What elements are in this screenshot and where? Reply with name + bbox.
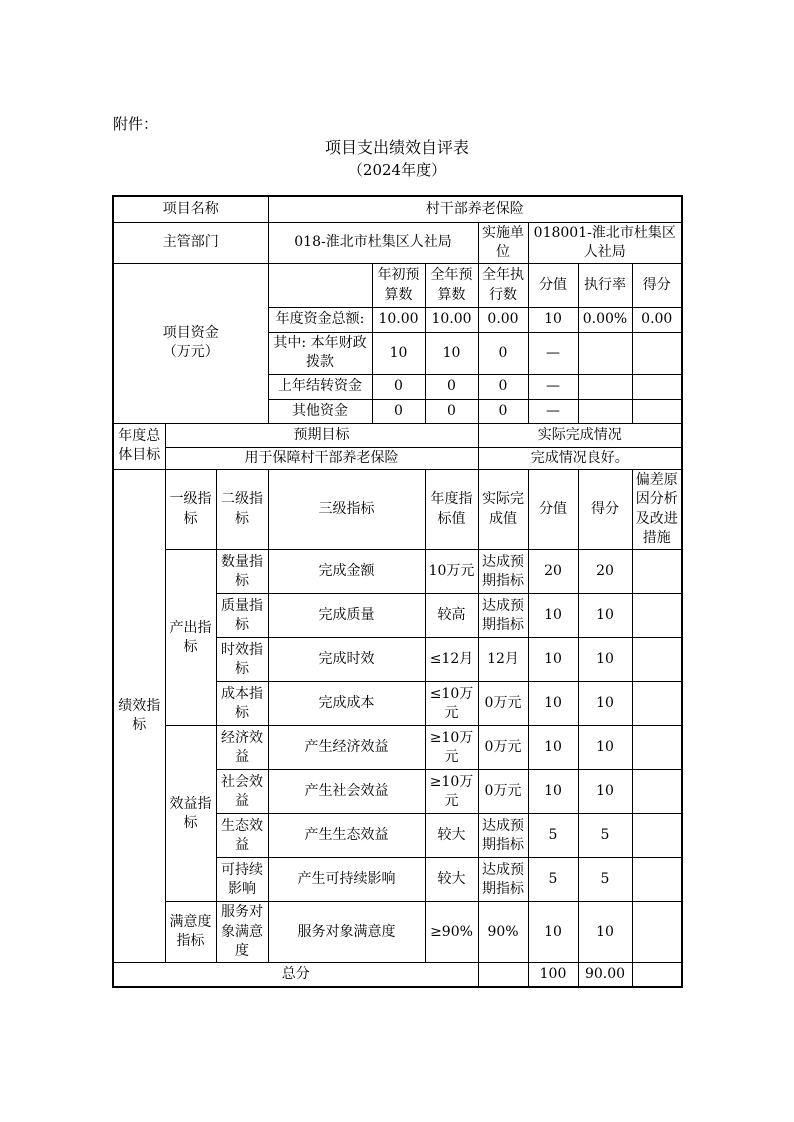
funding-cell: —: [528, 399, 578, 423]
department-label: 主管部门: [113, 222, 268, 264]
funding-cell: [632, 333, 682, 375]
funding-cell: 0: [478, 333, 528, 375]
funding-cell: 10: [528, 308, 578, 333]
indicator-col-header: 一级指标: [165, 470, 216, 550]
annual-goal-label: 年度总体目标: [113, 423, 165, 469]
impl-unit-value: 018001-淮北市杜集区人社局: [528, 222, 682, 264]
evaluation-table: [112, 195, 683, 988]
level2-indicator: 经济效益: [216, 726, 268, 770]
total-score: 100: [528, 963, 578, 987]
level3-indicator: 完成时效: [268, 638, 425, 682]
actual-value: 达成预期指标: [478, 550, 528, 594]
funding-cell: —: [528, 374, 578, 399]
indicator-col-header: 分值: [528, 470, 578, 550]
funding-col-header: 得分: [632, 264, 682, 308]
indicator-col-header: 年度指标值: [425, 470, 478, 550]
target-value: ≥10万元: [425, 770, 478, 814]
indicator-header-row: [113, 470, 682, 550]
target-value: ≥10万元: [425, 726, 478, 770]
funding-empty-corner: [268, 264, 372, 308]
attachment-label: 附件：: [113, 115, 159, 133]
level2-indicator: 生态效益: [216, 814, 268, 858]
actual-value: 0万元: [478, 682, 528, 726]
score-value: 5: [528, 858, 578, 902]
funding-cell: 0: [425, 399, 478, 423]
actual-value: 达成预期指标: [478, 814, 528, 858]
funding-cell: 0: [478, 374, 528, 399]
deviation-cell: [632, 858, 682, 902]
level1-indicator: 效益指标: [165, 726, 216, 902]
funding-cell: 0.00%: [578, 308, 632, 333]
target-value: 较高: [425, 594, 478, 638]
project-name-value: 村干部养老保险: [268, 196, 682, 222]
funding-col-header: 执行率: [578, 264, 632, 308]
actual-result-value: 完成情况良好。: [478, 447, 682, 469]
level3-indicator: 产生生态效益: [268, 814, 425, 858]
target-value: ≤10万元: [425, 682, 478, 726]
funding-cell: [578, 374, 632, 399]
funding-section-label: [113, 264, 268, 424]
gained-value: 20: [578, 550, 632, 594]
funding-cell: 0: [372, 399, 425, 423]
indicator-row: [113, 550, 682, 594]
indicator-col-header: 得分: [578, 470, 632, 550]
actual-value: 0万元: [478, 770, 528, 814]
level3-indicator: 产生社会效益: [268, 770, 425, 814]
gained-value: 10: [578, 638, 632, 682]
score-value: 5: [528, 814, 578, 858]
department-row: [113, 222, 682, 264]
funding-cell: 0: [372, 374, 425, 399]
indicator-row: [113, 726, 682, 770]
target-value: 较大: [425, 814, 478, 858]
deviation-cell: [632, 902, 682, 963]
score-value: 10: [528, 638, 578, 682]
gained-value: 5: [578, 858, 632, 902]
gained-value: 10: [578, 682, 632, 726]
target-value: 10万元: [425, 550, 478, 594]
level3-indicator: 完成质量: [268, 594, 425, 638]
total-label: 总分: [113, 963, 478, 987]
funding-col-header: 全年执行数: [478, 264, 528, 308]
funding-cell: 10.00: [425, 308, 478, 333]
actual-value: 0万元: [478, 726, 528, 770]
deviation-cell: [632, 770, 682, 814]
gained-value: 10: [578, 902, 632, 963]
project-name-row: [113, 196, 682, 222]
target-value: ≤12月: [425, 638, 478, 682]
indicator-col-header: 实际完成值: [478, 470, 528, 550]
actual-value: 12月: [478, 638, 528, 682]
funding-cell: 0: [478, 399, 528, 423]
goal-header-row: [113, 423, 682, 447]
level2-indicator: 质量指标: [216, 594, 268, 638]
funding-header-row: [113, 264, 682, 308]
actual-value: 90%: [478, 902, 528, 963]
impl-unit-label: 实施单位: [478, 222, 528, 264]
funding-cell: [578, 399, 632, 423]
level3-indicator: 产生可持续影响: [268, 858, 425, 902]
score-value: 10: [528, 770, 578, 814]
expected-goal-value: 用于保障村干部养老保险: [165, 447, 478, 469]
actual-result-header: 实际完成情况: [478, 423, 682, 447]
page-subtitle: （2024年度）: [347, 161, 447, 179]
funding-label-line1: 项目资金: [162, 325, 219, 342]
funding-row-label: 其中: 本年财政拨款: [268, 333, 372, 375]
total-actual-empty: [478, 963, 528, 987]
funding-cell: [632, 374, 682, 399]
actual-value: 达成预期指标: [478, 594, 528, 638]
expected-goal-header: 预期目标: [165, 423, 478, 447]
funding-cell: 0.00: [478, 308, 528, 333]
total-deviation-empty: [632, 963, 682, 987]
indicator-section-label: 绩效指标: [113, 470, 165, 963]
score-value: 10: [528, 594, 578, 638]
indicator-col-header: 三级指标: [268, 470, 425, 550]
funding-col-header: 分值: [528, 264, 578, 308]
funding-cell: 0: [425, 374, 478, 399]
total-row: [113, 963, 682, 987]
project-name-label: 项目名称: [113, 196, 268, 222]
indicator-col-header: 二级指标: [216, 470, 268, 550]
funding-row-label: 上年结转资金: [268, 374, 372, 399]
target-value: ≥90%: [425, 902, 478, 963]
funding-cell: 0.00: [632, 308, 682, 333]
level1-indicator: 满意度指标: [165, 902, 216, 963]
score-value: 10: [528, 682, 578, 726]
level2-indicator: 数量指标: [216, 550, 268, 594]
gained-value: 10: [578, 770, 632, 814]
level3-indicator: 服务对象满意度: [268, 902, 425, 963]
level3-indicator: 完成成本: [268, 682, 425, 726]
level2-indicator: 成本指标: [216, 682, 268, 726]
deviation-cell: [632, 638, 682, 682]
funding-row-label: 年度资金总额:: [268, 308, 372, 333]
gained-value: 10: [578, 726, 632, 770]
indicator-row: [113, 902, 682, 963]
page-title: 项目支出绩效自评表: [324, 138, 469, 157]
level1-indicator: 产出指标: [165, 550, 216, 726]
funding-row-label: 其他资金: [268, 399, 372, 423]
deviation-cell: [632, 682, 682, 726]
indicator-col-header: 偏差原因分析及改进措施: [632, 470, 682, 550]
funding-cell: 10: [425, 333, 478, 375]
funding-cell: —: [528, 333, 578, 375]
funding-col-header: 全年预算数: [425, 264, 478, 308]
level2-indicator: 服务对象满意度: [216, 902, 268, 963]
level2-indicator: 时效指标: [216, 638, 268, 682]
funding-col-header: 年初预算数: [372, 264, 425, 308]
level3-indicator: 产生经济效益: [268, 726, 425, 770]
level3-indicator: 完成金额: [268, 550, 425, 594]
goal-value-row: [113, 447, 682, 469]
funding-cell: [578, 333, 632, 375]
score-value: 10: [528, 726, 578, 770]
funding-cell: 10.00: [372, 308, 425, 333]
level2-indicator: 可持续影响: [216, 858, 268, 902]
funding-cell: 10: [372, 333, 425, 375]
deviation-cell: [632, 726, 682, 770]
score-value: 10: [528, 902, 578, 963]
funding-label-line2: （万元）: [162, 344, 219, 361]
funding-cell: [632, 399, 682, 423]
department-value: 018-淮北市杜集区人社局: [268, 222, 478, 264]
score-value: 20: [528, 550, 578, 594]
total-gained: 90.00: [578, 963, 632, 987]
deviation-cell: [632, 814, 682, 858]
level2-indicator: 社会效益: [216, 770, 268, 814]
deviation-cell: [632, 550, 682, 594]
gained-value: 10: [578, 594, 632, 638]
target-value: 较大: [425, 858, 478, 902]
actual-value: 达成预期指标: [478, 858, 528, 902]
deviation-cell: [632, 594, 682, 638]
gained-value: 5: [578, 814, 632, 858]
